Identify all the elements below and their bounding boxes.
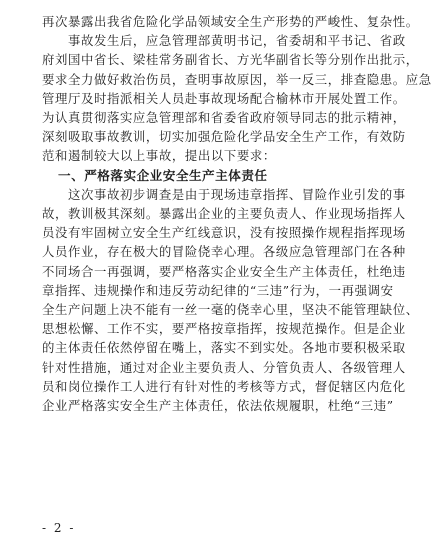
text-line: 思想松懈、工作不实，要严格按章指挥，按规范操作。但是企业 — [42, 321, 406, 337]
text-line: 不同场合一再强调，要严格落实企业安全生产主体责任，杜绝违 — [42, 263, 406, 279]
text-line: 管理厅及时指派相关人员赴事故现场配合榆林市开展处置工作。 — [42, 90, 406, 106]
text-line: 事故发生后，应急管理部黄明书记，省委胡和平书记、省政 — [42, 33, 406, 49]
page-number: - 2 - — [42, 521, 76, 535]
paragraph-section-1 — [42, 185, 419, 415]
text-line: 章指挥、违规操作和违反劳动纪律的“三违”行为，一再强调安 — [42, 282, 394, 298]
text-line: 府刘国中省长、梁桂常务副省长、方光华副省长等分别作出批示， — [42, 52, 419, 68]
text-line: 再次暴露出我省危险化学品领域安全生产形势的严峻性、复杂性。 — [42, 14, 419, 29]
text-line: 人员作业，存在极大的冒险侥幸心理。各级应急管理部门在各种 — [42, 244, 406, 260]
paragraph-response — [42, 31, 432, 165]
text-line: 这次事故初步调查是由于现场违章指挥、冒险作业引发的事 — [42, 186, 406, 202]
text-line: 企业严格落实安全生产主体责任，依法依规履职，杜绝“三违” — [42, 398, 394, 414]
text-line: 全生产问题上决不能有一丝一毫的侥幸心里，坚决不能管理缺位、 — [42, 302, 419, 318]
text-line: 为认真贯彻落实应急管理部和省委省政府领导同志的批示精神， — [42, 110, 406, 126]
text-line: 深刻吸取事故教训，切实加强危险化学品安全生产工作，有效防 — [42, 129, 406, 145]
text-line: 的主体责任依然停留在嘴上，落实不到实处。各地市要积极采取 — [42, 340, 406, 356]
text-line: 针对性措施，通过对企业主要负责人、分管负责人、各级管理人 — [42, 359, 406, 375]
paragraph-intro-tail — [42, 12, 419, 31]
text-line: 要求全力做好救治伤员，查明事故原因，举一反三，排查隐患。应急 — [42, 71, 432, 87]
text-line: 范和遏制较大以上事故，提出以下要求： — [42, 148, 276, 164]
text-line: 故，教训极其深刻。暴露出企业的主要负责人、作业现场指挥人 — [42, 206, 406, 222]
section-heading: 一、严格落实企业安全生产主体责任 — [58, 167, 268, 183]
text-line: 员和岗位操作工人进行有针对性的考核等方式，督促辖区内危化 — [42, 378, 406, 394]
text-line: 员没有牢固树立安全生产红线意识，没有按照操作规程指挥现场 — [42, 225, 406, 241]
